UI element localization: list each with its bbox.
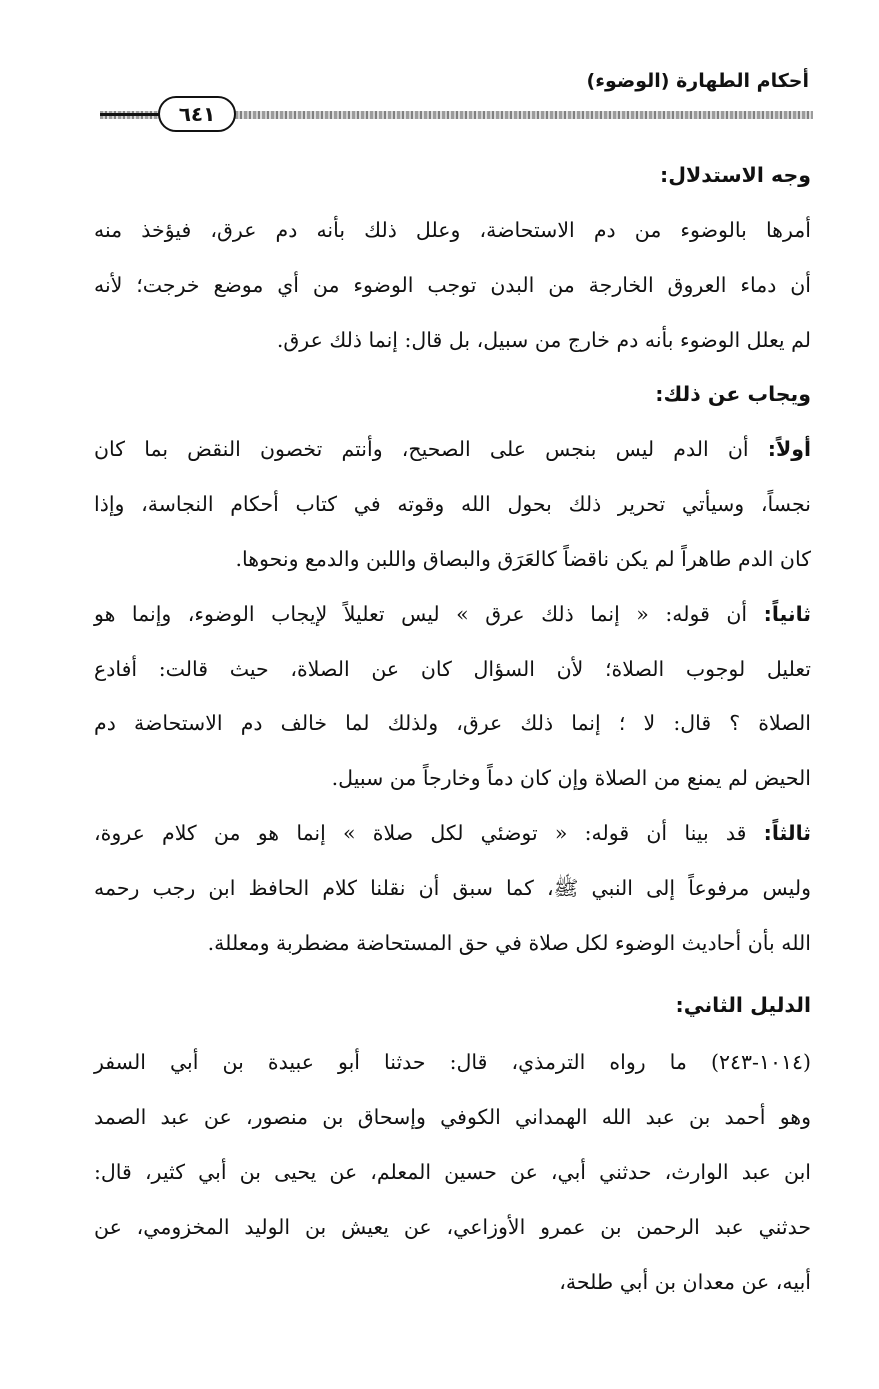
heading-wajh-istidlal: وجه الاستدلال: [660,163,811,187]
text-line: لم يعلل الوضوء بأنه دم خارج من سبيل، بل قال: إنما ذلك عرق. [276,328,811,352]
line-text: أن قوله: « إنما ذلك عرق » ليس تعليلاً لإيجاب الوضوء، وإنما هو [94,602,764,626]
text-line: نجساً، وسيأتي تحرير ذلك بحول الله وقوته في كتاب أحكام النجاسة، وإذا [94,492,811,516]
heading-yujab: ويجاب عن ذلك: [655,382,811,406]
text-line: الله بأن أحاديث الوضوء لكل صلاة في حق المستحاضة مضطربة ومعللة. [207,931,811,955]
text-line: وهو أحمد بن عبد الله الهمداني الكوفي وإسحاق بن منصور، عن عبد الصمد [94,1105,811,1129]
text-line: كان الدم طاهراً لم يكن ناقضاً كالعَرَق والبصاق واللبن والدمع ونحوها. [235,547,811,571]
line-text: أن الدم ليس بنجس على الصحيح، وأنتم تخصون النقض بما كان [94,437,768,461]
text-line: وليس مرفوعاً إلى النبي ﷺ، كما سبق أن نقلنا كلام الحافظ ابن رجب رحمه [94,876,811,900]
text-line: الصلاة ؟ قال: لا ؛ إنما ذلك عرق، ولذلك لما خالف دم الاستحاضة دم [94,711,811,735]
text-line: أبيه، عن معدان بن أبي طلحة، [559,1270,811,1294]
point-label: ثانياً: [763,602,811,626]
running-title: أحكام الطهارة (الوضوء) [586,70,809,92]
line-text: قد بينا أن قوله: « توضئي لكل صلاة » إنما هو من كلام عروة، [94,821,764,845]
heading-dalil-thani: الدليل الثاني: [675,993,811,1017]
page-number: ٦٤١ [158,96,236,132]
text-line: (١٠١٤-٢٤٣) ما رواه الترمذي، قال: حدثنا أبو عبيدة بن أبي السفر [94,1050,811,1074]
text-line: الحيض لم يمنع من الصلاة وإن كان دماً وخارجاً من سبيل. [331,766,811,790]
point-label: أولاً: [767,437,811,461]
text-line: تعليل لوجوب الصلاة؛ لأن السؤال كان عن الصلاة، حيث قالت: أفادع [94,657,811,681]
point-label: ثالثاً: [763,821,811,845]
text-line: ابن عبد الوارث، حدثني أبي، عن حسين المعلم، عن يحيى بن أبي كثير، قال: [94,1160,811,1184]
text-line: أمرها بالوضوء من دم الاستحاضة، وعلل ذلك بأنه دم عرق، فيؤخذ منه [94,218,811,242]
text-line [94,437,811,461]
text-line [94,821,811,845]
text-line: أن دماء العروق الخارجة من البدن توجب الوضوء من أي موضع خرجت؛ لأنه [94,273,811,297]
text-line: حدثني عبد الرحمن بن عمرو الأوزاعي، عن يعيش بن الوليد المخزومي، عن [94,1215,811,1239]
text-line [94,602,811,626]
